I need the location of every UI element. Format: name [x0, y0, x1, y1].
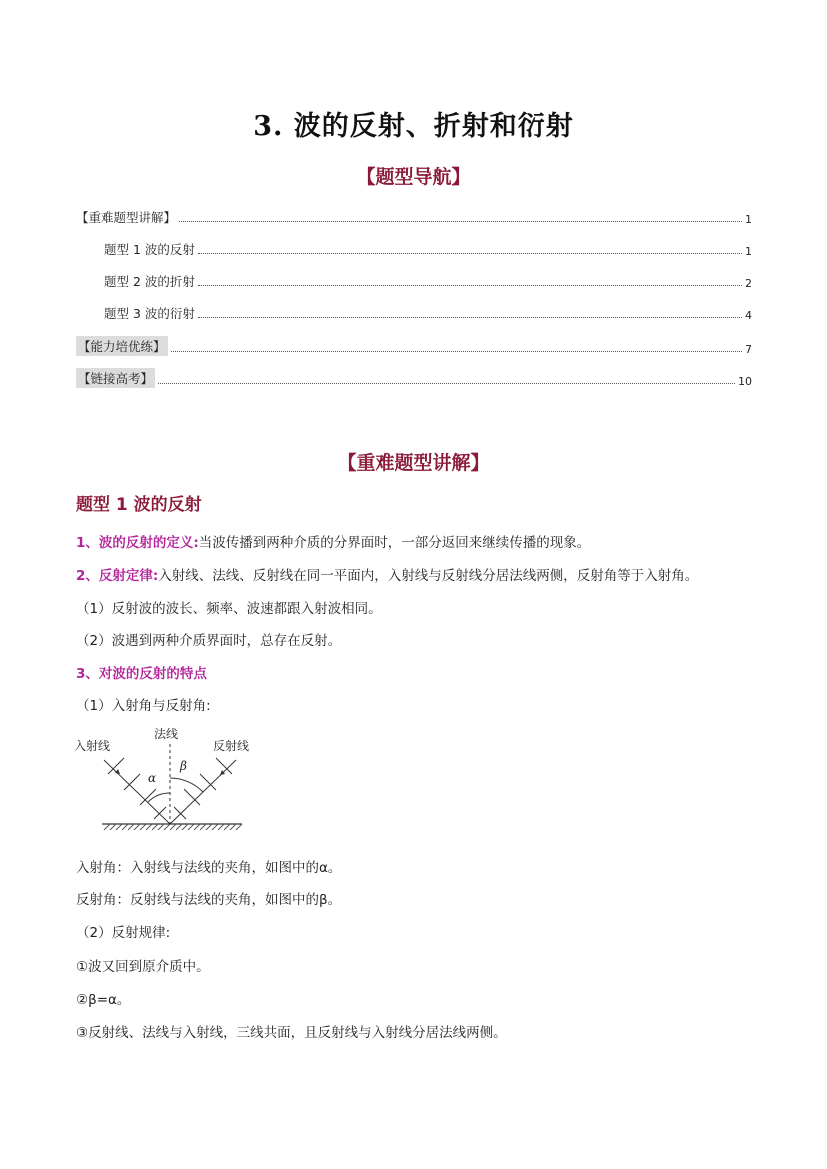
page-title: 3. 波的反射、折射和衍射	[253, 111, 574, 142]
toc-leader	[171, 351, 742, 352]
toc-page: 7	[745, 343, 752, 356]
paragraph-law	[76, 564, 698, 584]
paragraph-definition	[76, 531, 590, 551]
toc-leader	[198, 285, 742, 286]
toc-page: 1	[745, 245, 752, 258]
toc-leader	[158, 383, 735, 384]
incident-label: 入射线	[74, 739, 111, 753]
law-label: 2、反射定律:	[76, 568, 159, 584]
toc-label: 【链接高考】	[76, 368, 155, 388]
paragraph-p5: 3、对波的反射的特点	[76, 666, 207, 682]
type1-heading: 题型 1 波的反射	[76, 495, 202, 515]
nav-heading: 【题型导航】	[356, 166, 471, 188]
definition-label: 1、波的反射的定义:	[76, 535, 199, 551]
paragraph-p3: （1）反射波的波长、频率、波速都跟入射波相同。	[76, 601, 382, 617]
paragraph-p7: 入射角：入射线与法线的夹角，如图中的α。	[76, 860, 342, 876]
law-text: 入射线、法线、反射线在同一平面内，入射线与反射线分居法线两侧，反射角等于入射角。	[158, 568, 699, 584]
toc-label: 题型 3 波的衍射	[104, 306, 195, 321]
toc-page: 2	[745, 277, 752, 290]
incident-ray	[104, 760, 170, 824]
paragraph-p8: 反射角：反射线与法线的夹角，如图中的β。	[76, 892, 342, 908]
paragraph-p12: ③反射线、法线与入射线，三线共面，且反射线与入射线分居法线两侧。	[76, 1025, 507, 1041]
toc-label: 【重难题型讲解】	[76, 210, 177, 225]
reflected-label: 反射线	[213, 739, 250, 753]
paragraph-p6: （1）入射角与反射角:	[76, 698, 211, 714]
surface-hatch	[104, 824, 242, 830]
toc-leader	[198, 253, 742, 254]
reflection-diagram	[70, 720, 270, 840]
definition-text: 当波传播到两种介质的分界面时，一部分返回来继续传播的现象。	[198, 535, 591, 551]
paragraph-p9: （2）反射规律:	[76, 925, 171, 941]
toc-item-ability[interactable]	[76, 336, 752, 356]
normal-label: 法线	[154, 727, 179, 741]
toc-item-key-types[interactable]	[76, 206, 752, 226]
toc-leader	[198, 317, 742, 318]
toc-page: 1	[745, 213, 752, 226]
toc-label: 题型 2 波的折射	[104, 274, 195, 289]
beta-arc	[170, 778, 203, 792]
toc-page: 4	[745, 309, 752, 322]
toc-item-type3[interactable]	[104, 302, 752, 322]
paragraph-p11: ②β=α。	[76, 992, 131, 1008]
alpha-label: α	[148, 771, 157, 785]
beta-label: β	[180, 759, 187, 773]
paragraph-p10: ①波又回到原介质中。	[76, 959, 210, 975]
paragraph-p4: （2）波遇到两种介质界面时，总存在反射。	[76, 633, 342, 649]
toc-label: 【能力培优练】	[76, 336, 168, 356]
toc-page: 10	[738, 375, 752, 388]
toc-label: 题型 1 波的反射	[104, 242, 195, 257]
toc-item-gaokao[interactable]	[76, 368, 752, 388]
toc-item-type1[interactable]	[104, 238, 752, 258]
section-heading: 【重难题型讲解】	[337, 452, 490, 474]
toc-leader	[179, 221, 742, 222]
toc-item-type2[interactable]	[104, 270, 752, 290]
